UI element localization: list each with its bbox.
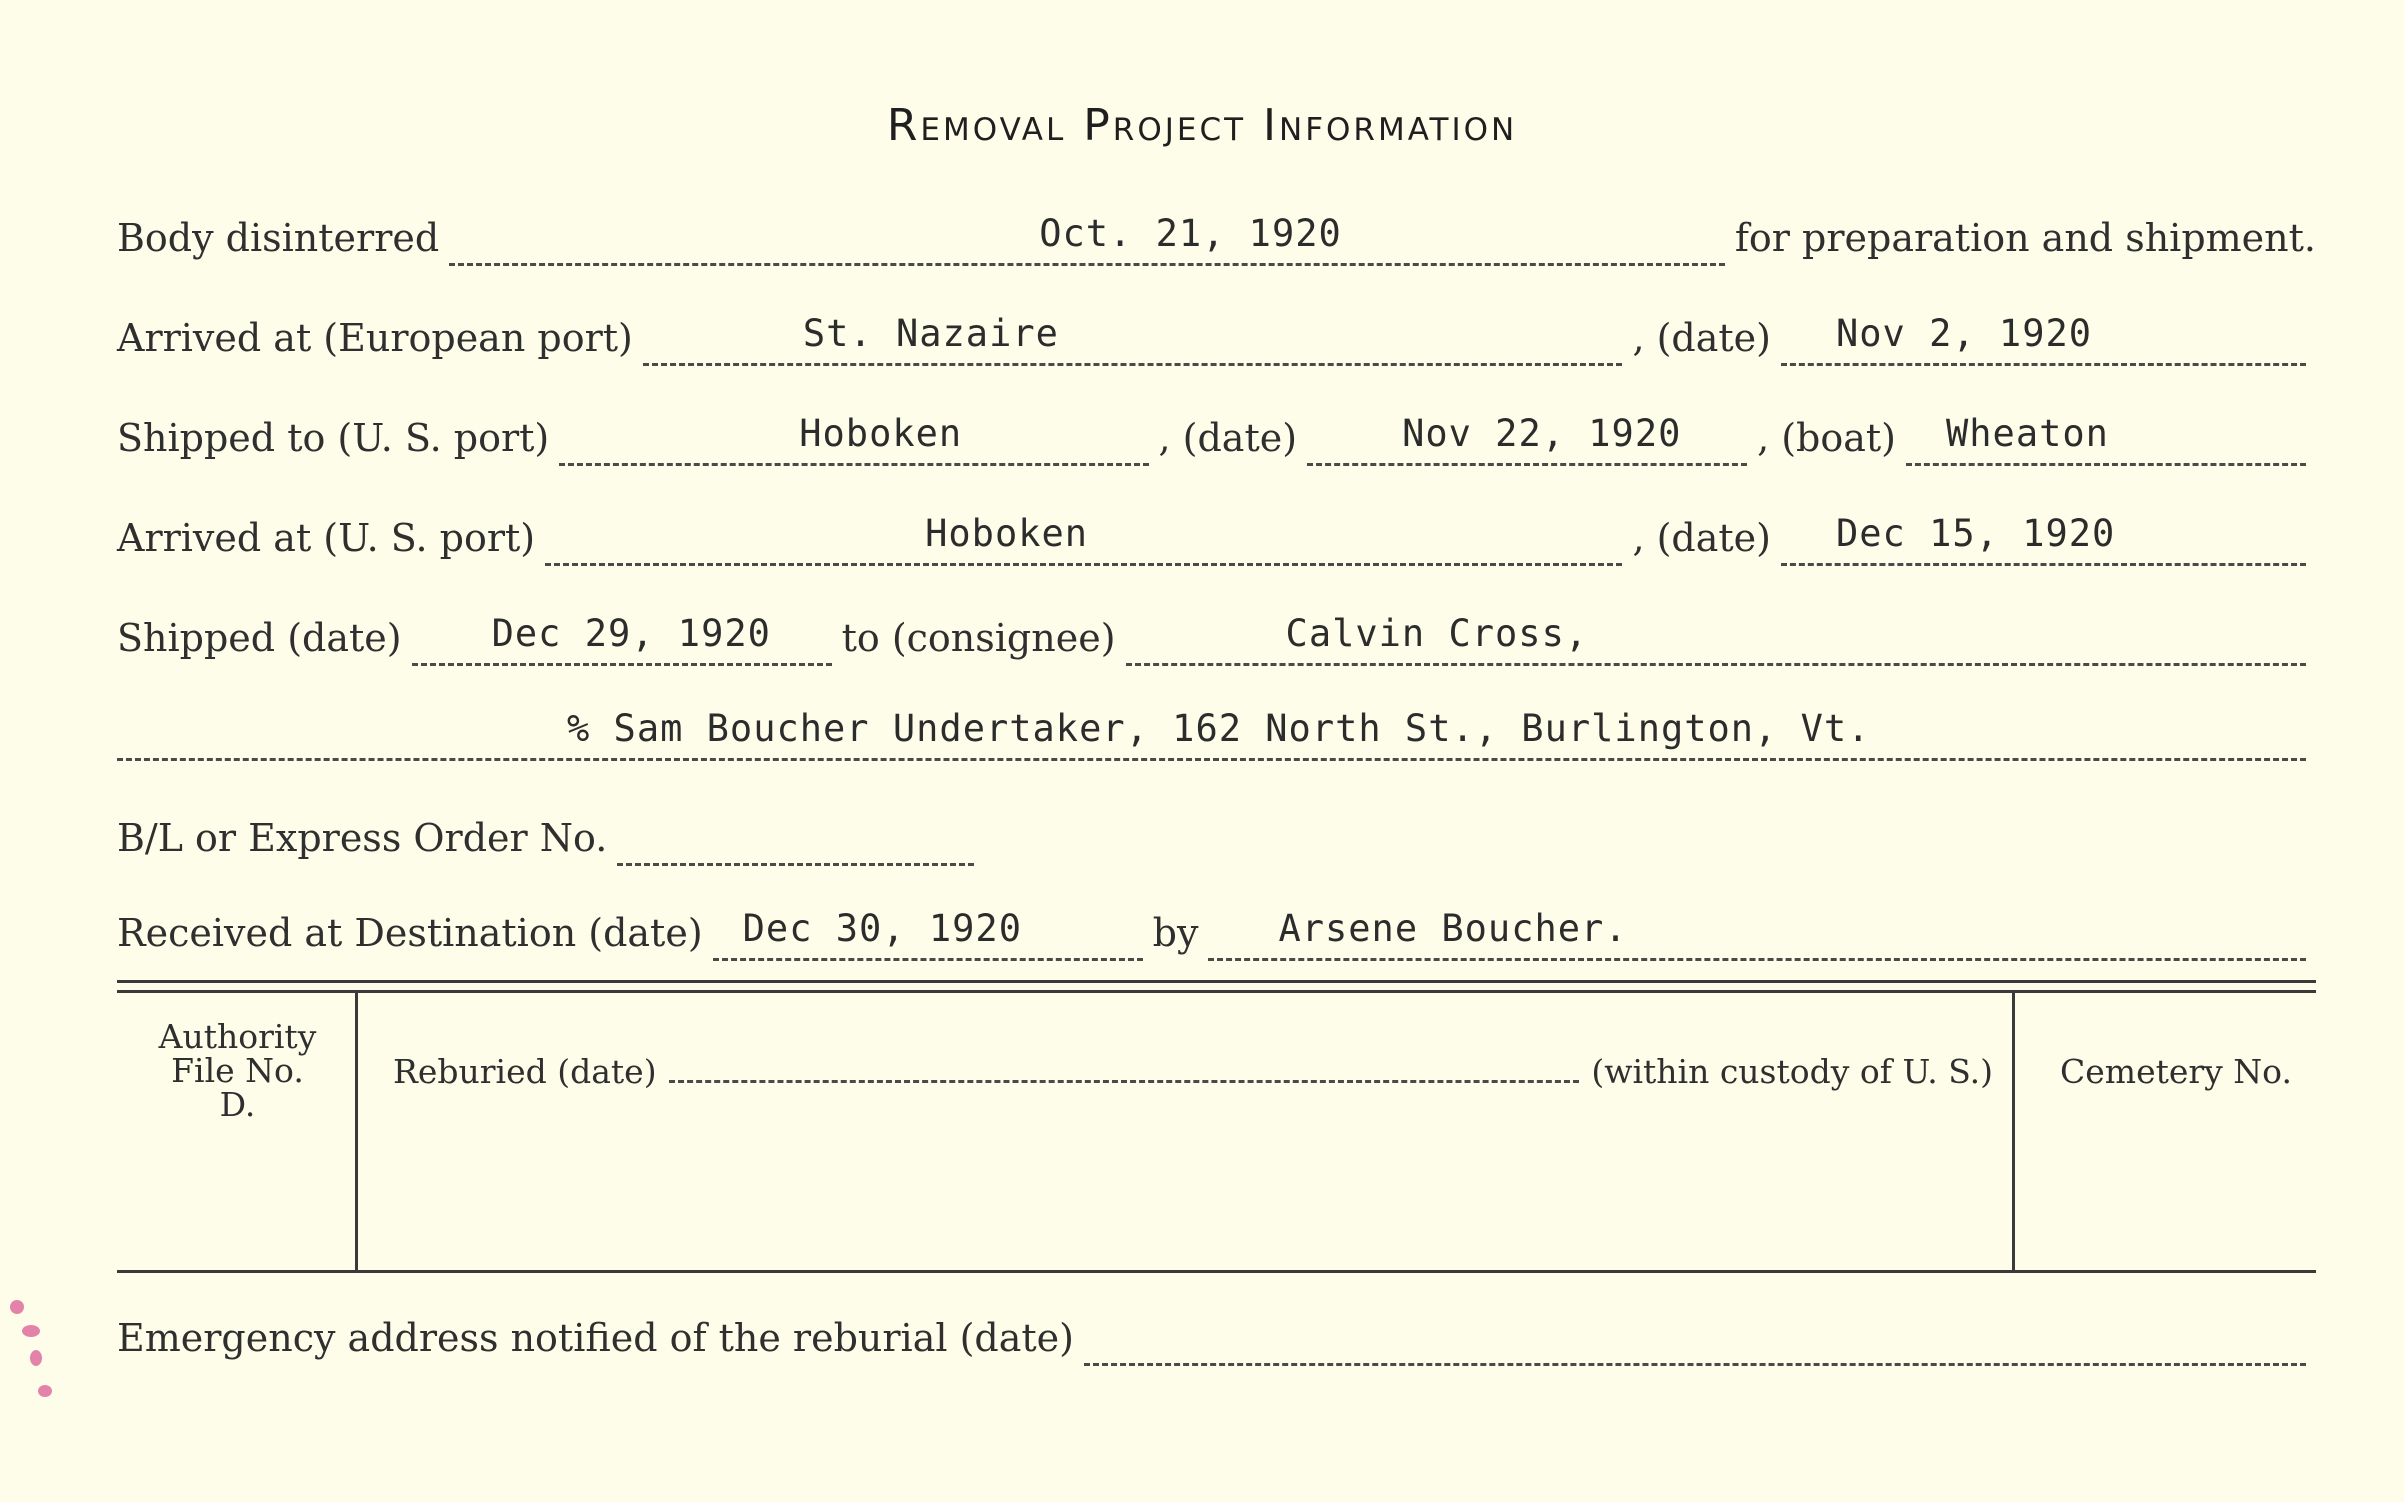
bl-field — [617, 807, 974, 866]
card-title: Removal Project Information — [886, 100, 1518, 151]
table-top-rule — [117, 980, 2316, 983]
row-shipped — [117, 610, 2316, 666]
received-by: Arsene Boucher. — [1278, 907, 1628, 950]
shipped-us-field — [559, 407, 1148, 466]
address-value: % Sam Boucher Undertaker, 162 North St., Burlington, Vt. — [567, 707, 1871, 750]
euro-port-value: St. Nazaire — [802, 312, 1059, 355]
euro-port-date-field — [1781, 307, 2306, 366]
authority-line2: File No. D. — [171, 1051, 304, 1124]
emergency-label: Emergency address notified of the reburial (date) — [117, 1316, 1074, 1360]
ink-stain — [22, 1325, 40, 1337]
ink-stain — [30, 1350, 42, 1366]
shipped-us-date: Nov 22, 1920 — [1402, 412, 1682, 455]
row-bl — [117, 810, 984, 866]
received-date: Dec 30, 1920 — [742, 907, 1022, 950]
consignee-value: Calvin Cross, — [1285, 612, 1589, 655]
arrived-us-field — [545, 507, 1622, 566]
address-field — [117, 702, 2306, 761]
row-european-port — [117, 310, 2316, 366]
row-arrived-us — [117, 510, 2316, 566]
arrived-us-date-field — [1781, 507, 2306, 566]
emergency-field — [1084, 1307, 2306, 1366]
row-shipped-us — [117, 410, 2316, 466]
row-received — [117, 905, 2316, 961]
ink-stain — [10, 1300, 24, 1314]
row-emergency — [117, 1310, 2316, 1366]
shipped-us-label: Shipped to (U. S. port) — [117, 416, 550, 460]
row-disinterred — [117, 210, 2316, 266]
reburied-suffix: (within custody of U. S.) — [1591, 1052, 1993, 1091]
reburied-cell — [393, 1052, 1993, 1091]
disinterred-value: Oct. 21, 1920 — [1039, 212, 1342, 255]
received-by-field — [1208, 902, 2306, 961]
shipped-us-value: Hoboken — [799, 412, 963, 455]
shipped-date: Dec 29, 1920 — [491, 612, 771, 655]
euro-port-field — [643, 307, 1623, 366]
shipped-us-boat-label: , (boat) — [1757, 416, 1896, 460]
cemetery-label: Cemetery No. — [2060, 1052, 2292, 1091]
shipped-date-field — [412, 607, 832, 666]
received-label: Received at Destination (date) — [117, 911, 703, 955]
table-divider-right — [2012, 993, 2015, 1270]
shipped-us-date-field — [1307, 407, 1747, 466]
shipped-us-date-label: , (date) — [1158, 416, 1298, 460]
authority-cell — [155, 1017, 320, 1124]
table-bottom-rule — [117, 1270, 2316, 1273]
consignee-field — [1126, 607, 2306, 666]
disinterred-label: Body disinterred — [117, 216, 440, 260]
table-divider-left — [355, 993, 358, 1270]
table-top-rule-2 — [117, 990, 2316, 993]
disinterred-field — [449, 207, 1725, 266]
reburied-label: Reburied (date) — [393, 1052, 657, 1091]
shipped-us-boat: Wheaton — [1946, 412, 2109, 455]
row-address — [117, 705, 2316, 761]
arrived-us-label: Arrived at (U. S. port) — [117, 516, 536, 560]
euro-port-date-label: , (date) — [1632, 316, 1771, 360]
received-by-label: by — [1152, 911, 1199, 955]
reburied-field — [669, 1080, 1580, 1083]
consignee-label: to (consignee) — [841, 616, 1116, 660]
arrived-us-date: Dec 15, 1920 — [1836, 512, 2116, 555]
euro-port-date: Nov 2, 1920 — [1836, 312, 2093, 355]
shipped-label: Shipped (date) — [117, 616, 402, 660]
received-date-field — [713, 902, 1143, 961]
arrived-us-value: Hoboken — [925, 512, 1089, 555]
disinterred-suffix: for preparation and shipment. — [1734, 216, 2316, 260]
bl-label: B/L or Express Order No. — [117, 816, 608, 860]
euro-port-label: Arrived at (European port) — [117, 316, 633, 360]
shipped-us-boat-field — [1906, 407, 2306, 466]
authority-line1: Authority — [158, 1017, 317, 1056]
ink-stain — [38, 1385, 52, 1397]
arrived-us-date-label: , (date) — [1632, 516, 1771, 560]
